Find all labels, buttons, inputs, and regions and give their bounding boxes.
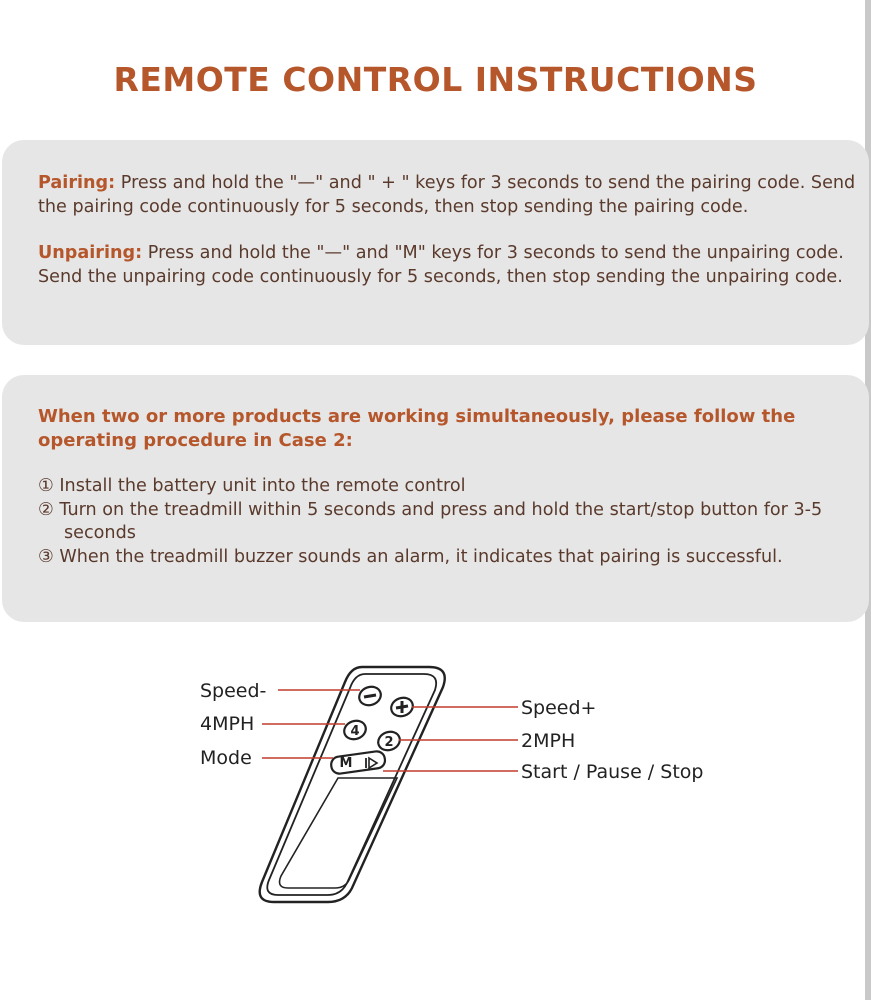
- leader-lines: [262, 690, 518, 771]
- pairing-label: Pairing:: [38, 173, 116, 193]
- mode-label: Mode: [200, 747, 252, 769]
- two-mph-label: 2MPH: [521, 730, 576, 752]
- mode-start-key: [330, 750, 386, 774]
- step-item: ② Turn on the treadmill within 5 seconds and press and hold the start/stop button for 3-5 seconds: [38, 499, 823, 543]
- pairing-card: [2, 140, 869, 345]
- step-item: ③ When the treadmill buzzer sounds an alarm, it indicates that pairing is successful.: [38, 546, 783, 567]
- multi-product-card: [2, 375, 869, 622]
- page-title: REMOTE CONTROL INSTRUCTIONS: [113, 60, 758, 99]
- four-key-label: 4: [350, 724, 360, 739]
- unpairing-label: Unpairing:: [38, 243, 143, 263]
- step-item: ① Install the battery unit into the remote control: [38, 476, 466, 496]
- remote-diagram: [190, 660, 730, 930]
- four-mph-key: [342, 718, 369, 742]
- step-list: [38, 475, 828, 569]
- four-mph-label: 4MPH: [200, 713, 255, 735]
- case-2-note: When two or more products are working simultaneously, please follow the operating procedure in Case 2:: [38, 406, 796, 451]
- two-mph-key: [376, 729, 403, 753]
- unpairing-paragraph: [38, 242, 858, 289]
- pairing-text: Press and hold the "—" and " + " keys for 3 seconds to send the pairing code. Send the pairing code continuously for 5 seconds, then stop sending the pairing code.: [38, 173, 856, 217]
- start-pause-stop-label: Start / Pause / Stop: [521, 761, 704, 783]
- speed-minus-key: [357, 684, 384, 708]
- speed-plus-label: Speed+: [521, 697, 597, 719]
- speed-plus-key: [389, 695, 416, 719]
- two-key-label: 2: [384, 735, 394, 750]
- mode-key-label: M: [339, 756, 353, 771]
- remote-outer-body: [260, 667, 445, 902]
- speed-minus-label: Speed-: [200, 680, 267, 702]
- pairing-paragraph: [38, 172, 858, 219]
- unpairing-text: Press and hold the "—" and "M" keys for 3 seconds to send the unpairing code. Send the unpairing code continuously for 5 seconds, then stop sending the unpairing code.: [38, 243, 844, 287]
